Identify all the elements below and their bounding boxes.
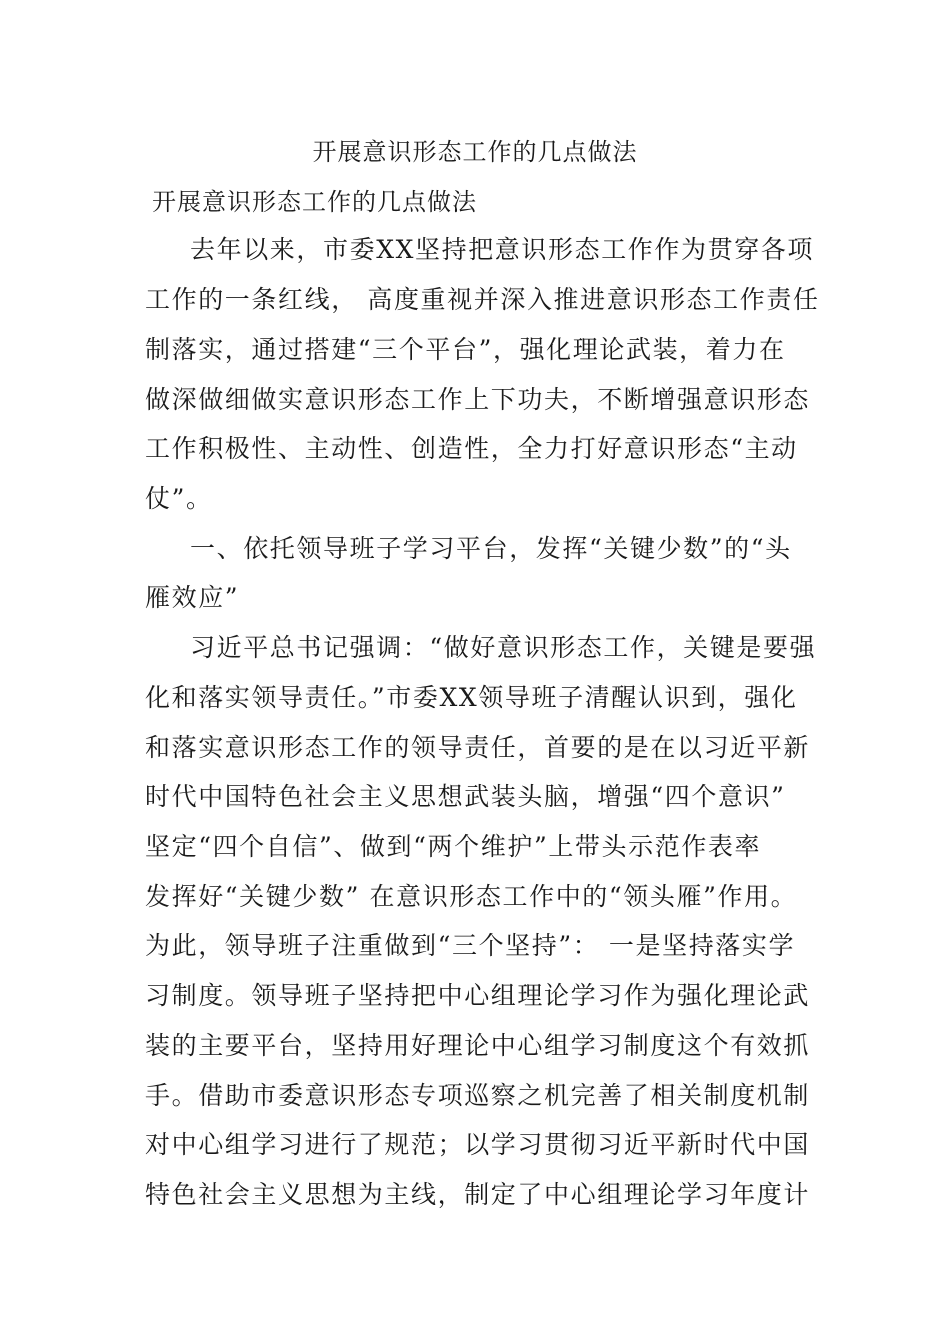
section-heading-line: 一、依托领导班子学习平台，发挥“关键少数”的“头 [190, 534, 792, 563]
paragraph-line: 时代中国特色社会主义思想武装头脑，增强“四个意识” [145, 782, 786, 811]
document-title: 开展意识形态工作的几点做法 [312, 138, 638, 166]
paragraph-line: 习制度。领导班子坚持把中心组理论学习作为强化理论武 [145, 981, 811, 1010]
paragraph-line: 工作积极性、主动性、创造性，全力打好意识形态“主动 [145, 434, 798, 463]
paragraph-line: 坚定“四个自信”、做到“两个维护”上带头示范作表率 [145, 832, 762, 861]
paragraph-line: 对中心组学习进行了规范；以学习贯彻习近平新时代中国 [145, 1130, 811, 1159]
paragraph-line: 发挥好“关键少数” 在意识形态工作中的“领头雁”作用。 [145, 882, 798, 911]
paragraph-line: 去年以来，市委XX坚持把意识形态工作作为贯穿各项 [190, 235, 814, 264]
paragraph-line: 化和落实领导责任。”市委XX领导班子清醒认识到，强化 [145, 683, 798, 712]
paragraph-line: 习近平总书记强调：“做好意识形态工作，关键是要强 [190, 633, 817, 662]
paragraph-line: 装的主要平台，坚持用好理论中心组学习制度这个有效抓 [145, 1031, 811, 1060]
paragraph-line: 手。借助市委意识形态专项巡察之机完善了相关制度机制 [145, 1081, 811, 1110]
paragraph-line: 为此，领导班子注重做到“三个坚持”： 一是坚持落实学 [145, 931, 796, 960]
paragraph-line: 制落实，通过搭建“三个平台”，强化理论武装，着力在 [145, 335, 786, 364]
paragraph-line: 做深做细做实意识形态工作上下功夫，不断增强意识形态 [145, 385, 811, 414]
paragraph-line: 和落实意识形态工作的领导责任，首要的是在以习近平新 [145, 733, 811, 762]
paragraph-line: 特色社会主义思想为主线，制定了中心组理论学习年度计 [145, 1180, 811, 1209]
paragraph-line: 工作的一条红线， 高度重视并深入推进意识形态工作责任 [145, 285, 820, 314]
section-heading-line: 雁效应” [145, 583, 240, 612]
document-subtitle: 开展意识形态工作的几点做法 [152, 188, 477, 216]
paragraph-line: 仗”。 [145, 484, 213, 513]
